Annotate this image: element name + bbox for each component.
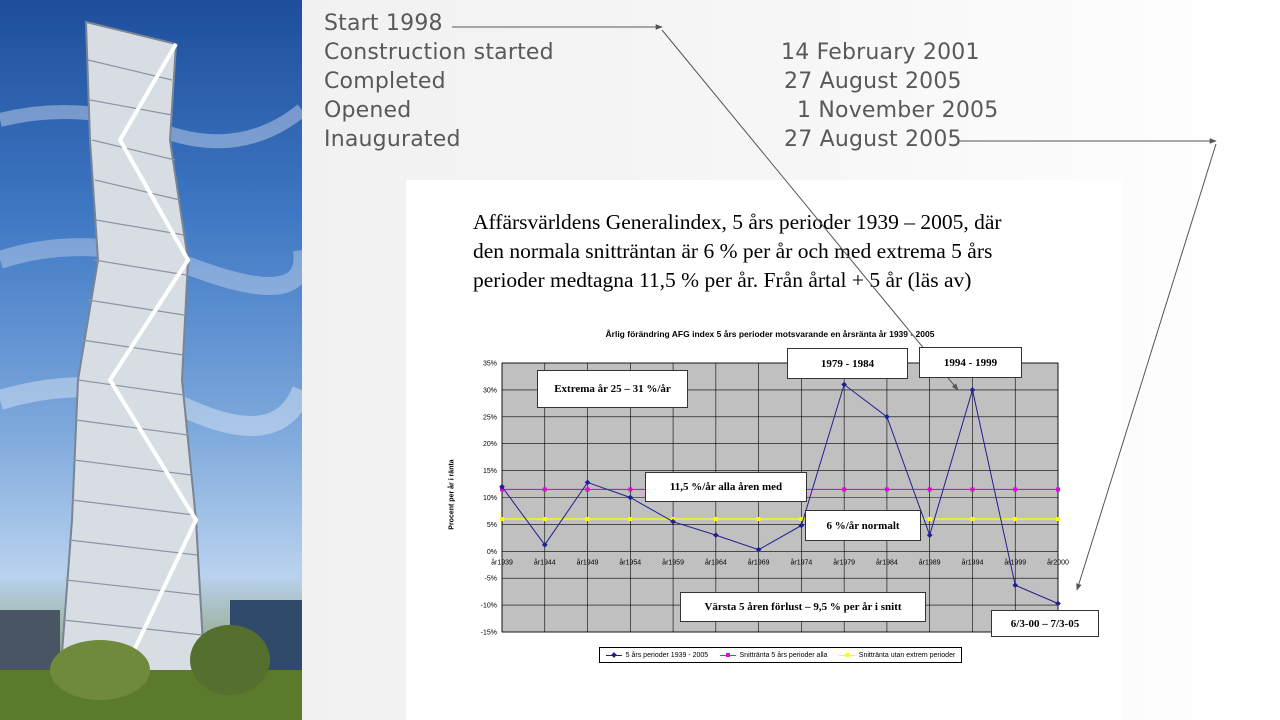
x-tick-label: år1984 bbox=[876, 559, 898, 567]
callout-varsta: Värsta 5 åren förlust – 9,5 % per år i snitt bbox=[680, 592, 926, 622]
y-tick-label: 20% bbox=[482, 441, 497, 449]
chart-legend bbox=[599, 647, 962, 663]
timeline-completed-label: Completed bbox=[324, 69, 446, 94]
series-point-all bbox=[842, 487, 846, 491]
series-point-all bbox=[628, 487, 632, 491]
series-point-normal bbox=[628, 517, 632, 521]
y-tick-label: -10% bbox=[480, 602, 497, 610]
series-point-normal bbox=[928, 517, 932, 521]
series-point-normal bbox=[586, 517, 590, 521]
x-tick-label: år1999 bbox=[1004, 559, 1027, 567]
arrow-to-1994 bbox=[662, 30, 958, 390]
series-point-normal bbox=[1056, 517, 1060, 521]
x-tick-label: år2000 bbox=[1047, 559, 1069, 567]
timeline-start-label: Start 1998 bbox=[324, 11, 443, 36]
callout-1994-1999: 1994 - 1999 bbox=[919, 347, 1022, 378]
timeline-opened-value: 1 November 2005 bbox=[797, 98, 999, 123]
x-tick-label: år1939 bbox=[491, 559, 513, 567]
callout-alla-aren: 11,5 %/år alla åren med bbox=[645, 472, 807, 502]
y-tick-label: 25% bbox=[482, 414, 497, 422]
series-point-normal bbox=[543, 517, 547, 521]
series-point-normal bbox=[970, 517, 974, 521]
heading-line-3: perioder medtagna 11,5 % per år. Från årtal + 5 år (läs av) bbox=[473, 268, 972, 292]
series-point-all bbox=[543, 487, 547, 491]
y-tick-label: 30% bbox=[482, 387, 497, 395]
legend-swatch-all bbox=[720, 652, 736, 659]
timeline-inaugurated-value: 27 August 2005 bbox=[784, 127, 962, 152]
legend-swatch-normal bbox=[839, 652, 855, 659]
series-point-all bbox=[928, 487, 932, 491]
heading-line-1: Affärsvärldens Generalindex, 5 års perioder 1939 – 2005, där bbox=[473, 210, 1002, 234]
y-tick-labels bbox=[481, 361, 497, 637]
callout-last-period: 6/3-00 – 7/3-05 bbox=[991, 610, 1099, 637]
callout-extrema: Extrema år 25 – 31 %/år bbox=[537, 370, 688, 408]
y-tick-label: -15% bbox=[480, 629, 497, 637]
x-tick-label: år1979 bbox=[833, 559, 856, 567]
series-point-all bbox=[586, 487, 590, 491]
arrow-to-2000 bbox=[1077, 144, 1216, 590]
series-point-normal bbox=[1013, 517, 1017, 521]
y-tick-label: -5% bbox=[484, 575, 497, 583]
timeline-opened-label: Opened bbox=[324, 98, 412, 123]
series-point-all bbox=[1013, 487, 1017, 491]
legend-item-normal bbox=[839, 652, 956, 659]
series-point-normal bbox=[714, 517, 718, 521]
callout-1979-1984: 1979 - 1984 bbox=[787, 348, 908, 379]
legend-item-all bbox=[720, 652, 828, 659]
y-tick-label: 35% bbox=[482, 360, 497, 368]
legend-label-all: Snittränta 5 års perioder alla bbox=[739, 651, 828, 659]
legend-label-main: 5 års perioder 1939 - 2005 bbox=[625, 651, 709, 659]
callout-normalt: 6 %/år normalt bbox=[805, 510, 921, 541]
x-tick-label: år1974 bbox=[790, 559, 813, 567]
series-point-all bbox=[885, 487, 889, 491]
x-tick-label: år1994 bbox=[961, 559, 984, 567]
timeline-inaugurated-label: Inaugurated bbox=[324, 127, 461, 152]
y-tick-label: 10% bbox=[482, 495, 497, 502]
y-tick-label: 0% bbox=[486, 548, 497, 556]
legend-swatch-main bbox=[606, 652, 622, 659]
x-tick-label: år1954 bbox=[619, 559, 642, 567]
series-point-normal bbox=[500, 517, 504, 521]
timeline-construction-value: 14 February 2001 bbox=[781, 40, 980, 65]
legend-label-normal: Snittränta utan extrem perioder bbox=[858, 651, 956, 659]
legend-item-main bbox=[606, 652, 709, 659]
x-tick-label: år1964 bbox=[704, 559, 727, 567]
x-tick-label: år1949 bbox=[576, 559, 599, 567]
x-tick-label: år1969 bbox=[747, 559, 770, 567]
x-tick-label: år1944 bbox=[533, 559, 556, 567]
x-tick-label: år1959 bbox=[662, 559, 684, 567]
series-point-normal bbox=[757, 517, 761, 521]
y-tick-label: 15% bbox=[482, 468, 497, 476]
heading-line-2: den normala snitträntan är 6 % per år och med extrema 5 års bbox=[473, 239, 993, 263]
chart-title: Årlig förändring AFG index 5 års perioder motsvarande en årsränta år 1939 - 2005 bbox=[605, 329, 935, 339]
timeline-completed-value: 27 August 2005 bbox=[784, 69, 962, 94]
y-axis-label: Procent per år i ränta bbox=[448, 459, 456, 530]
series-point-all bbox=[1056, 487, 1060, 491]
series-point-all bbox=[970, 487, 974, 491]
x-tick-label: år1989 bbox=[918, 559, 941, 567]
y-tick-label: 5% bbox=[486, 521, 497, 529]
timeline-construction-label: Construction started bbox=[324, 40, 554, 65]
